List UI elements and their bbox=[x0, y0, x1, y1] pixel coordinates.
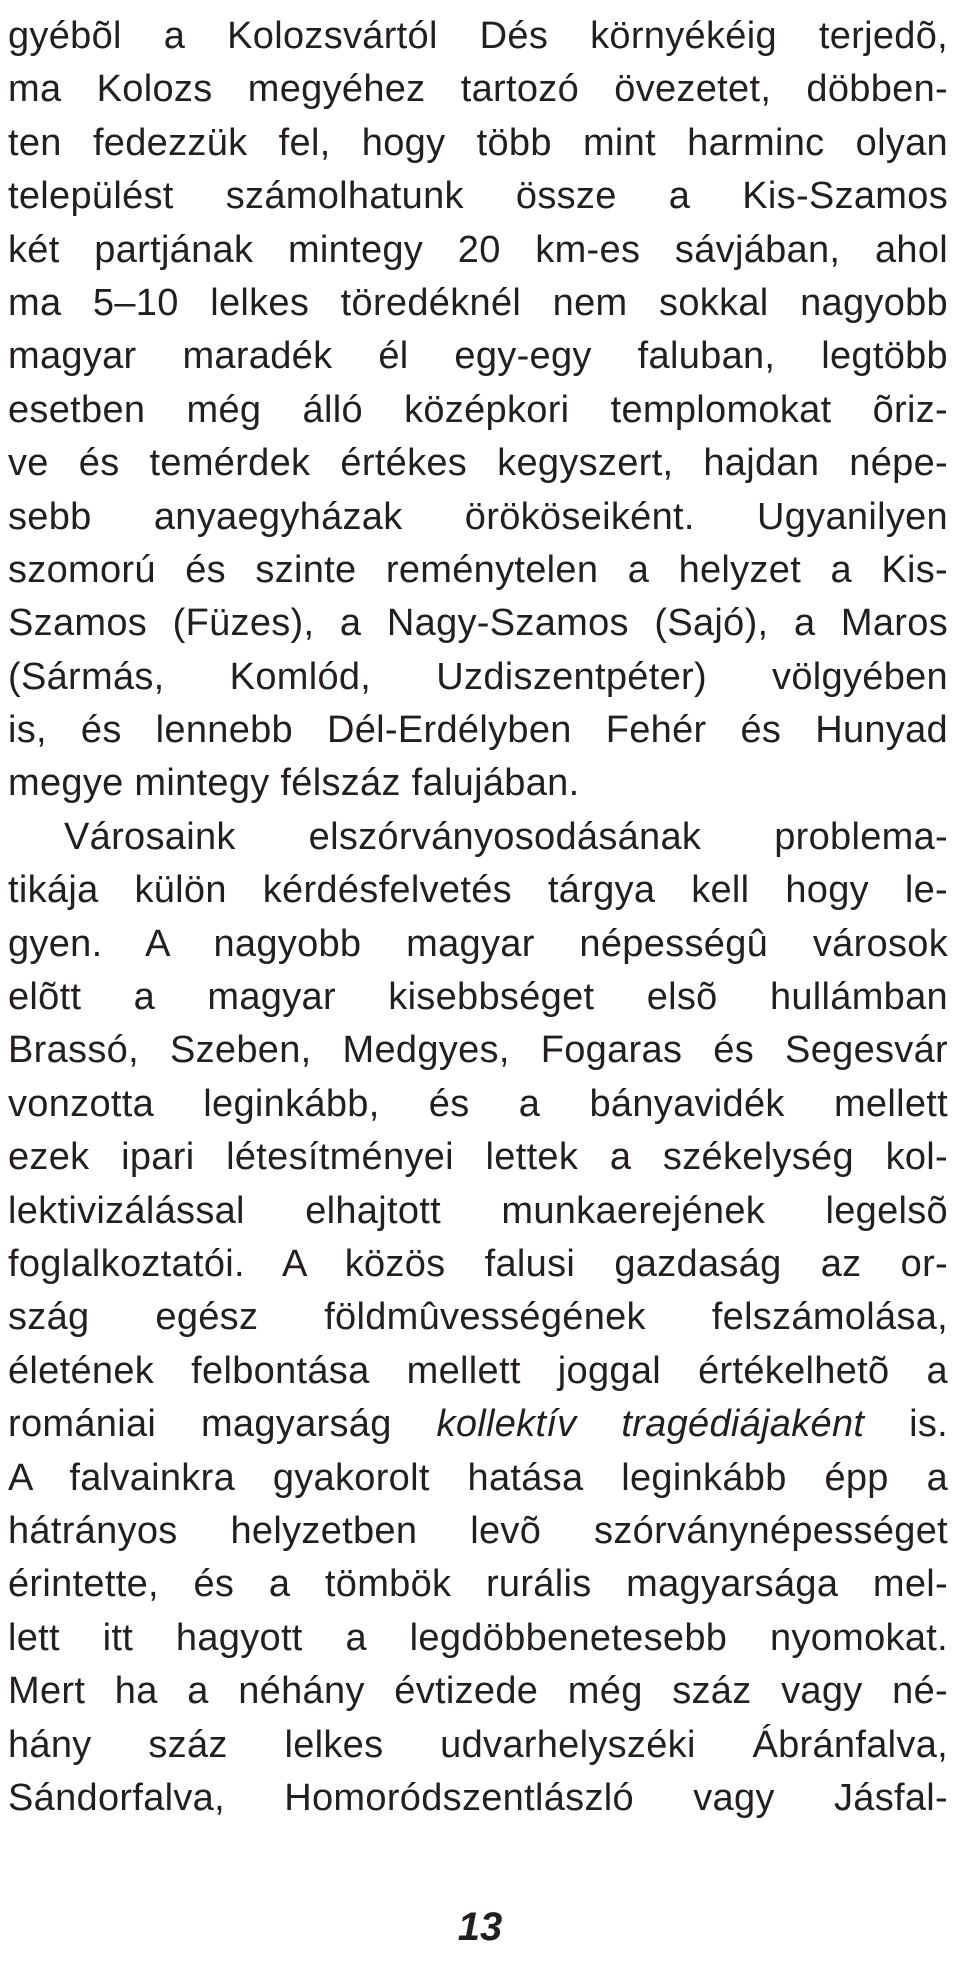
text-line: Szamos (Füzes), a Nagy-Szamos (Sajó), a Maros bbox=[8, 602, 948, 645]
text-line: ma 5–10 lelkes töredéknél nem sokkal nagyobb bbox=[8, 281, 948, 324]
text-line: esetben még álló középkori templomokat õriz- bbox=[8, 388, 948, 431]
emphasized-phrase: kollektív tragédiájaként bbox=[436, 1403, 865, 1446]
document-page bbox=[8, 0, 948, 1963]
text-line: szág egész földmûvességének felszámolása, bbox=[8, 1296, 948, 1339]
text-line: Brassó, Szeben, Medgyes, Fogaras és Segesvár bbox=[8, 1029, 948, 1072]
text-line: életének felbontása mellett joggal értékelhetõ a bbox=[8, 1349, 948, 1392]
text-line: sebb anyaegyházak örököseiként. Ugyanilyen bbox=[8, 495, 948, 538]
text-line: Sándorfalva, Homoródszentlászló vagy Jásfal- bbox=[8, 1776, 948, 1819]
text-line: érintette, és a tömbök rurális magyarsága mel- bbox=[8, 1563, 948, 1606]
text-line: hátrányos helyzetben levõ szórványnépességet bbox=[8, 1509, 948, 1552]
text-line: lektivizálással elhajtott munkaerejének legelsõ bbox=[8, 1189, 948, 1232]
text-line-with-emphasis bbox=[8, 1398, 948, 1451]
text-line: ten fedezzük fel, hogy több mint harminc olyan bbox=[8, 121, 948, 164]
text-line: magyar maradék él egy-egy faluban, legtöbb bbox=[8, 335, 948, 378]
text-line: gyébõl a Kolozsvártól Dés környékéig terjedõ, bbox=[8, 15, 948, 57]
text-line: ma Kolozs megyéhez tartozó övezetet, döbben- bbox=[8, 68, 948, 111]
paragraph-start-line: Városaink elszórványosodásának problema- bbox=[64, 815, 948, 858]
text-line: ezek ipari létesítményei lettek a székelység kol- bbox=[8, 1136, 948, 1179]
text-segment: romániai magyarság bbox=[8, 1403, 392, 1446]
page-number: 13 bbox=[457, 1905, 503, 1949]
text-line: A falvainkra gyakorolt hatása leginkább épp a bbox=[8, 1456, 948, 1499]
text-line: ve és temérdek értékes kegyszert, hajdan népe- bbox=[8, 442, 948, 485]
text-line: lett itt hagyott a legdöbbenetesebb nyomokat. bbox=[8, 1616, 948, 1659]
text-line: szomorú és szinte reménytelen a helyzet a Kis- bbox=[8, 548, 948, 591]
body-text bbox=[8, 10, 948, 1825]
text-line: (Sármás, Komlód, Uzdiszentpéter) völgyében bbox=[8, 655, 948, 698]
text-line: vonzotta leginkább, és a bányavidék mellett bbox=[8, 1082, 948, 1125]
text-line: gyen. A nagyobb magyar népességû városok bbox=[8, 922, 948, 965]
text-line: települést számolhatunk össze a Kis-Szamos bbox=[8, 175, 948, 218]
text-line: két partjának mintegy 20 km-es sávjában, ahol bbox=[8, 228, 948, 271]
text-line: megye mintegy félszáz falujában. bbox=[8, 762, 580, 805]
text-line: elõtt a magyar kisebbséget elsõ hullámban bbox=[8, 976, 948, 1019]
text-segment: is. bbox=[909, 1403, 949, 1446]
text-line: is, és lennebb Dél-Erdélyben Fehér és Hunyad bbox=[8, 709, 948, 752]
text-line: Mert ha a néhány évtizede még száz vagy né- bbox=[8, 1670, 948, 1713]
text-line: hány száz lelkes udvarhelyszéki Ábránfalva, bbox=[8, 1723, 948, 1766]
text-line: foglalkoztatói. A közös falusi gazdaság az or- bbox=[8, 1242, 948, 1285]
text-line: tikája külön kérdésfelvetés tárgya kell hogy le- bbox=[8, 869, 948, 912]
